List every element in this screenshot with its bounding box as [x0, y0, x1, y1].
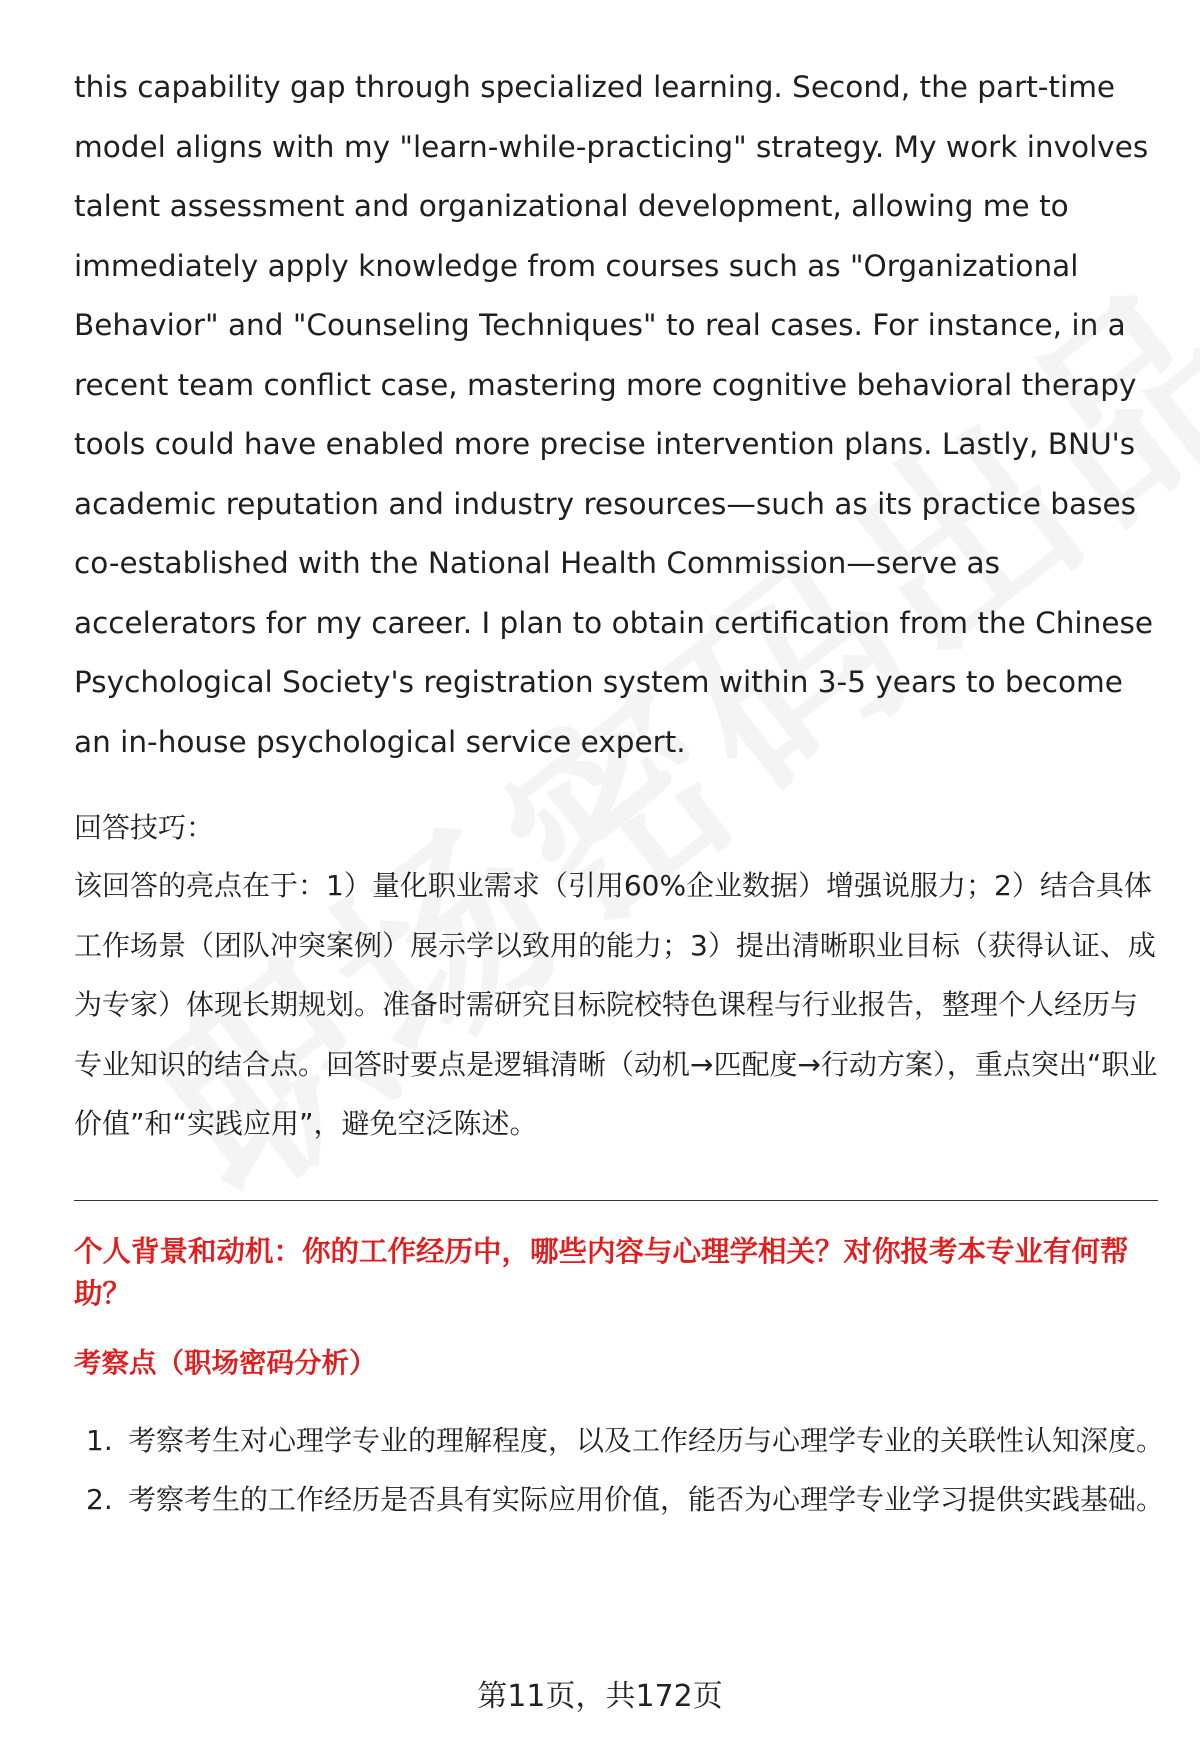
list-item-text: 考察考生对心理学专业的理解程度，以及工作经历与心理学专业的关联性认知深度。	[128, 1423, 1165, 1457]
exam-points-heading: 考察点（职场密码分析）	[74, 1346, 377, 1379]
list-item-number: 2.	[86, 1483, 113, 1516]
question-heading: 个人背景和动机：你的工作经历中，哪些内容与心理学相关？对你报考本专业有何帮助？	[74, 1234, 1129, 1310]
tips-heading: 回答技巧：	[74, 811, 215, 844]
answer-paragraph: this capability gap through specialized learning. Second, the part-time model aligns with my "learn-while-practicing" strategy. My work involves talent assessment and organizational development, allowing me to immediately apply knowledge from courses such as "Organizational Behavior" and "Counseling Techniques" to real cases. For instance, in a recent team conflict case, mastering more cognitive behavioral therapy tools could have enabled more precise intervention plans. Lastly, BNU's academic reputation and industry resources—such as its practice bases co-established with the National Health Commission—serve as accelerators for my career. I plan to obtain certification from the Chinese Psychological Society's registration system within 3-5 years to become an in-house psychological service expert.	[74, 70, 1153, 759]
tips-body: 该回答的亮点在于：1）量化职业需求（引用60%企业数据）增强说服力；2）结合具体工作场景（团队冲突案例）展示学以致用的能力；3）提出清晰职业目标（获得认证、成为专家）体现长期规划。准备时需研究目标院校特色课程与行业报告，整理个人经历与专业知识的结合点。回答时要点是逻辑清晰（动机→匹配度→行动方案），重点突出“职业价值”和“实践应用”，避免空泛陈述。	[74, 869, 1158, 1140]
page-content	[74, 58, 1164, 1530]
list-item-number: 1.	[86, 1423, 113, 1457]
list-item	[74, 1411, 1164, 1471]
page-footer: 第11页，共172页	[477, 1679, 723, 1714]
exam-points-list	[74, 1411, 1164, 1530]
section-divider	[74, 1200, 1158, 1201]
list-item	[74, 1470, 1164, 1530]
list-item-text: 考察考生的工作经历是否具有实际应用价值，能否为心理学专业学习提供实践基础。	[128, 1483, 1165, 1516]
